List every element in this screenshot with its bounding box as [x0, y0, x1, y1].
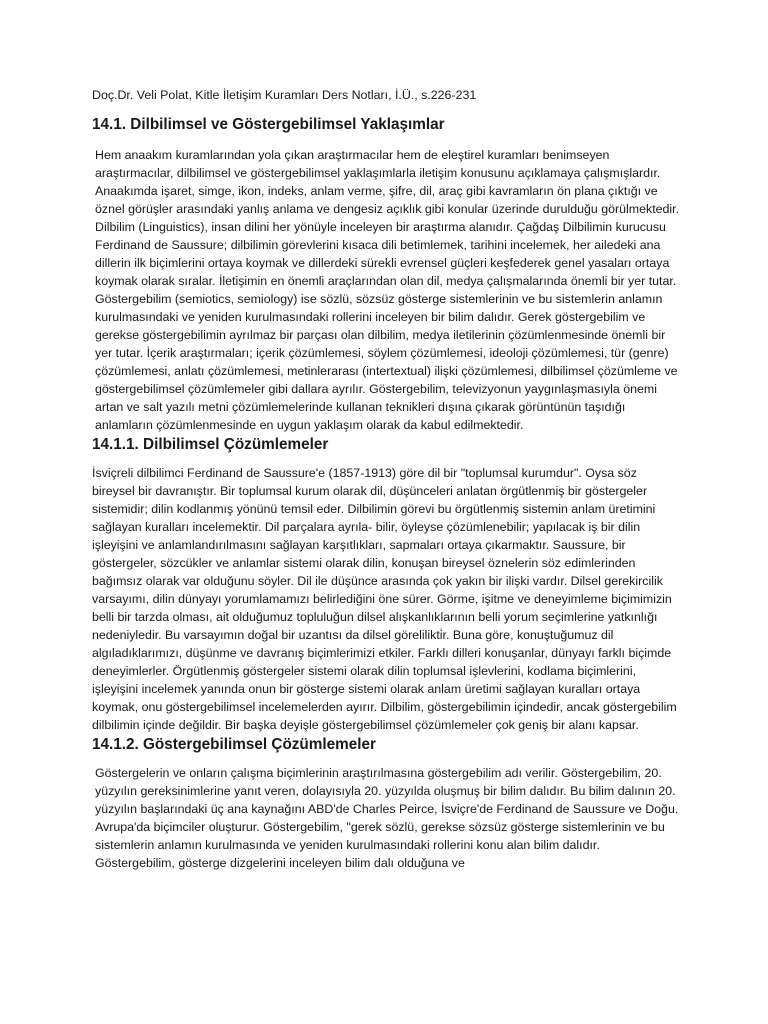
section-paragraph-14-1-2: Göstergelerin ve onların çalışma biçimlerinin araştırılmasına göstergebilim adı verilir. Göstergebilim, 20. yüzyılın gereksinimlerine yanıt veren, dolayısıyla 20. yüzyılda oluşmuş bir bilim dalıdır. Bu bilim dalının 20. yüzyılın başlarındaki üç ana kaynağını ABD'de Charles Peirce, İsviçre'de Ferdinand de Saussure ve Doğu. Avrupa'da biçimciler oluşturur. Göstergebilim, "gerek sözlü, gerekse sözsüz gösterge sistemlerinin ve bu sistemlerin anlamın kurulmasında ve yeniden kurulmasındaki rollerini konu alan bilim dalıdır. Göstergebilim, gösterge dizgelerini inceleyen bilim dalı olduğuna ve — [95, 766, 679, 870]
citation-line: Doç.Dr. Veli Polat, Kitle İletişim Kuramları Ders Notları, İ.Ü., s.226-231 — [92, 88, 477, 102]
section-heading-14-1-1: 14.1.1. Dilbilimsel Çözümlemeler — [92, 436, 329, 453]
section-heading-14-1: 14.1. Dilbilimsel ve Göstergebilimsel Yaklaşımlar — [92, 116, 445, 133]
section-heading-14-1-2: 14.1.2. Göstergebilimsel Çözümlemeler — [92, 736, 376, 753]
section-paragraph-14-1: Hem anaakım kuramlarından yola çıkan araştırmacılar hem de eleştirel kuramları benimseyen araştırmacılar, dilbilimsel ve göstergebilimsel yaklaşımlarla iletişim konusunu açıklamaya çalışmışlardır. Anaakımda işaret, simge, ikon, indeks, anlam verme, şifre, dil, araç gibi kavramların ön plana çıktığı ve öznel görüşler arasındaki yanlış anlama ve dengesiz açıklık gibi konular üzerinde durulduğu görülmektedir. Dilbilim (Linguistics), insan dilini her yönüyle inceleyen bir araştırma alanıdır. Çağdaş Dilbilimin kurucusu Ferdinand de Saussure; dilbilimin görevlerini kısaca dili betimlemek, tarihini incelemek, her ailedeki ana dillerin ilk biçimlerini ortaya koymak ve dillerdeki sürekli evrensel güçleri keşfederek genel yasaları ortaya koymak olarak sıralar. İletişimin en önemli araçlarından olan dil, medya çalışmalarında önemli bir yer tutar. Göstergebilim (semiotics, semiology) ise sözlü, sözsüz gösterge sistemlerinin ve bu sistemlerin anlamın kurulmasındaki ve yeniden kurulmasındaki rollerini inceleyen bir bilim dalıdır. Gerek göstergebilim ve gerekse göstergebilimin ayrılmaz bir parçası olan dilbilim, medya iletilerinin çözümlenmesinde önemli bir yer tutar. İçerik araştırmaları; içerik çözümlemesi, söylem çözümlemesi, ideoloji çözümlemesi, tür (genre) çözümlemesi, anlatı çözümlemesi, metinlerarası (intertextual) ilişki çözümlemesi, dilbilimsel çözümleme ve göstergebilimsel çözümlemeler gibi dallara ayrılır. Göstergebilim, televizyonun yaygınlaşmasıyla önemi artan ve salt yazılı metni çözümlemelerinde kullanan teknikleri dışına çıkarak görüntünün taşıdığı anlamların çözümlenmesinde en uygun yaklaşım olarak da kabul edilmektedir. — [95, 148, 680, 432]
document-page — [92, 86, 682, 872]
section-paragraph-14-1-1: İsviçreli dilbilimci Ferdinand de Saussure'e (1857-1913) göre dil bir "toplumsal kurumdur". Oysa söz bireysel bir davranıştır. Bir toplumsal kurum olarak dil, düşünceleri anlatan örgütlenmiş bir göstergeler sistemidir; dilin kodlanmış yönünü temsil eder. Dilbilimin görevi bu örgütlenmiş sistemin anlam üretimini sağlayan kuralları incelemektir. Dil parçalara ayrıla- bilir, öyleyse çözümlenebilir; yapılacak iş bir dilin işleyişini ve anlamlandırılmasını sağlayan karşıtlıkları, sapmaları ortaya çıkarmaktır. Saussure, bir göstergeler, sözcükler ve anlamlar sistemi olarak dilin, konuşan bireysel öznelerin söz edimlerinden bağımsız olarak var olduğunu söyler. Dil ile düşünce arasında çok yakın bir ilişki vardır. Dilsel gerekircilik varsayımı, dilin dünyayı yorumlamamızı belirlediğini öne sürer. Görme, işitme ve deneyimleme biçimimizin belli bir tarzda olması, ait olduğumuz topluluğun dilsel alışkanlıklarının belli yorum seçimlerine yatkınlığı nedeniyledir. Bu varsayımın doğal bir uzantısı da dilsel görelilikti̇r. Buna göre, konuştuğumuz dil algıladıklarımızı, düşünme ve davranış biçimlerimizi etkiler. Farklı dilleri konuşanlar, dünyayı farklı biçimde deneyimlerler. Örgütlenmiş göstergeler sistemi olarak dilin toplumsal işlevlerini, kodlama biçimlerini, işleyişini incelemek yanında onun bir gösterge sistemi olarak anlam üretimi sağlayan kuralları ortaya koymak, onu göstergebilimsel incelemelerden ayırır. Dilbilim, göstergebilimin içindedir, ancak göstergebilim dilbilimin içinde değildir. Bir başka deyişle göstergebilimsel çözümlemeler çok geniş bir alanı kapsar. — [92, 466, 677, 732]
